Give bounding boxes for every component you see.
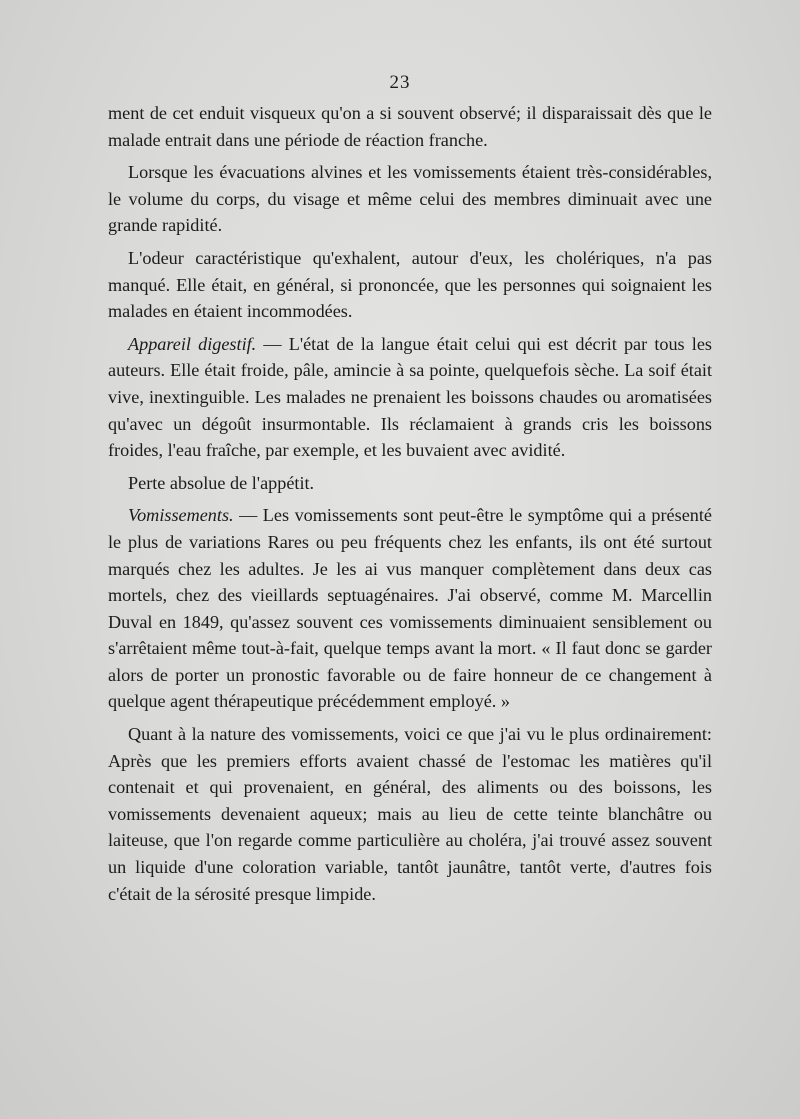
paragraph-text: — L'état de la langue était celui qui est décrit par tous les auteurs. Elle était froide, pâle, amincie à sa pointe, quelquefois sèche. La soif était vive, inextinguible. Les malades ne prenaient les boissons chaudes ou aromatisées qu'avec un dégoût insurmontable. Ils réclamaient à grands cris les boissons froides, l'eau fraîche, par exemple, et les buvaient avec avidité. — [108, 333, 712, 461]
paragraph-evacuations — [108, 159, 712, 239]
paragraph-text: L'odeur caractéristique qu'exhalent, autour d'eux, les cholériques, n'a pas manqué. Elle était, en général, si prononcée, que les personnes qui soignaient les malades en étaient incommodées. — [108, 247, 712, 322]
section-heading-vomissements: Vomissements. — [128, 505, 234, 526]
paragraph-appareil-digestif — [108, 331, 712, 464]
paragraph-text: Quant à la nature des vomissements, voici ce que j'ai vu le plus ordinairement: Après que les premiers efforts avaient chassé de l'estomac les matières qu'il contenait et qui provenaient, en général, des aliments ou des boissons, les vomissements devenaient aqueux; mais au lieu de cette teinte blanchâtre ou laiteuse, que l'on regarde comme particulière au choléra, j'ai trouvé assez souvent un liquide d'une coloration variable, tantôt jaunâtre, tantôt verte, d'autres fois c'était de la sérosité presque limpide. — [108, 724, 712, 904]
paragraph-nature-vomissements — [108, 721, 712, 907]
paragraph-text: — Les vomissements sont peut-être le symptôme qui a présenté le plus de variations Rares ou peu fréquents chez les enfants, ils ont été surtout marqués chez les adultes. Je les ai vus manquer complètement dans deux cas mortels, chez des vieillards septuagénaires. J'ai observé, comme M. Marcellin Duval en 1849, qu'assez souvent ces vomissements diminuaient sensiblement ou s'arrêtaient même tout-à-fait, quelque temps avant la mort. « Il faut donc se garder alors de porter un pronostic favorable ou de faire honneur de ce changement à quelque agent thérapeutique précédemment employé. » — [108, 505, 712, 712]
paragraph-text: Perte absolue de l'appétit. — [128, 472, 315, 493]
paragraph-text: Lorsque les évacuations alvines et les vomissements étaient très-considérables, le volume du corps, du visage et même celui des membres diminuait avec une grande rapidité. — [108, 162, 712, 236]
page-number: 23 — [389, 72, 411, 93]
section-heading-appareil-digestif: Appareil digestif. — [128, 333, 257, 354]
paragraph-continuation — [108, 100, 712, 153]
paragraph-appetit — [108, 470, 712, 497]
paragraph-odeur — [108, 245, 712, 325]
paragraph-vomissements — [108, 502, 712, 715]
paragraph-text: ment de cet enduit visqueux qu'on a si souvent observé; il disparaissait dès que le malade entrait dans une période de réaction franche. — [108, 103, 712, 150]
body-text — [108, 100, 712, 913]
